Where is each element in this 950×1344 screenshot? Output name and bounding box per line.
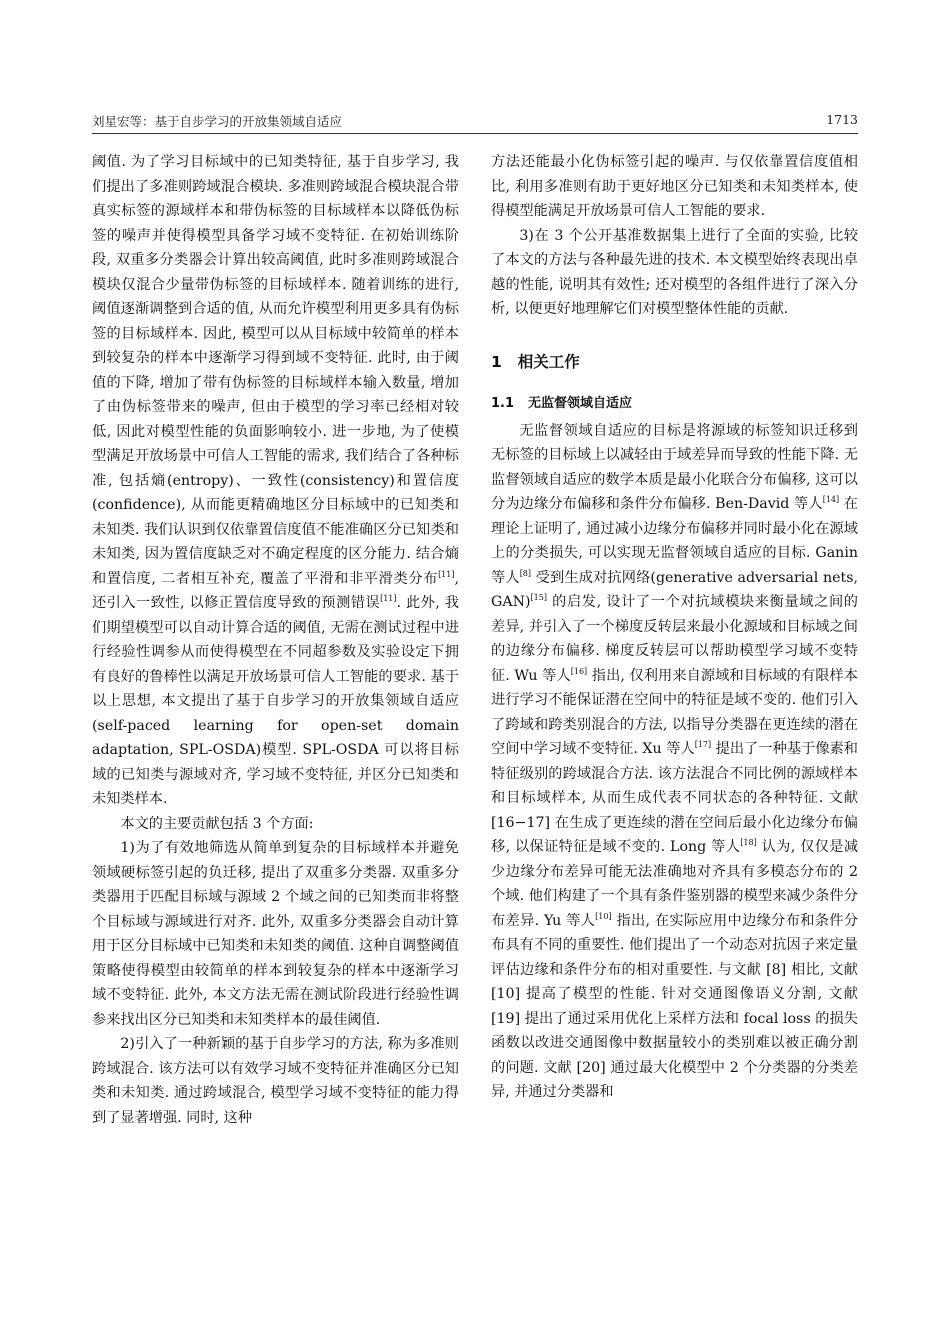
paragraph-uda: 无监督领域自适应的目标是将源域的标签知识迁移到无标签的目标域上以减轻由于域差异而导致的性能下降. 无监督领域自适应的数学本质是最小化联合分布偏移, 这可以分为边缘分布偏移和条件分布偏移. Ben-David 等人[14] 在理论上证明了, 通过减小边缘分布偏移并同时最小化在源域上的分类损失, 可以实现无监督领域自适应的目标. Ganin 等人[8] 受到生成对抗网络(generative adversarial nets, GAN)[15] 的启发, 设计了一个对抗域模块来衡量域之间的差异, 并引入了一个梯度反转层来最小化源域和目标域之间的边缘分布偏移. 梯度反转层可以帮助模型学习域不变特征. Wu 等人[16] 指出, 仅利用来自源域和目标域的有限样本进行学习不能保证潜在空间中的特征是域不变的. 他们引入了跨域和跨类别混合的方法, 以指导分类器在更连续的潜在空间中学习域不变特征. Xu 等人[17] 提出了一种基于像素和特征级别的跨域混合方法. 该方法混合不同比例的源域样本和目标域样本, 从而生成代表不同状态的各种特征. 文献 [16−17] 在生成了更连续的潜在空间后最小化边缘分布偏移, 以保证特征是域不变的. Long 等人[18] 认为, 仅仅是减少边缘分布差异可能无法准确地对齐具有多模态分布的 2 个域. 他们构建了一个具有条件鉴别器的模型来减少条件分布差异. Yu 等人[10] 指出, 在实际应用中边缘分布和条件分布具有不同的重要性. 他们提出了一个动态对抗因子来定量评估边缘和条件分布的相对重要性. 与文献 [8] 相比, 文献 [10] 提高了模型的性能. 针对交通图像语义分割, 文献 [19] 提出了通过采用优化上采样方法和 focal loss 的损失函数以改进交通图像中数据量较小的类别难以被正确分割的问题. 文献 [20] 通过最大化模型中 2 个分类器的分类差异, 并通过分类器和 xyxy=(491,422,859,1100)
paragraph-contribution-1: 1)为了有效地筛选从简单到复杂的目标域样本并避免领域硬标签引起的负迁移, 提出了双重多分类器. 双重多分类器用于匹配目标域与源域 2 个域之间的已知类而非将整个目标域与源域进行对齐. 此外, 双重多分类器会自动计算用于区分目标域中已知类和未知类的阈值. 这种自调整阈值策略使得模型由较简单的样本到较复杂的样本中逐渐学习域不变特征. 此外, 本文方法无需在测试阶段进行经验性调参来找出区分已知类和未知类样本的最佳阈值. xyxy=(92,840,459,1028)
citation: [11] xyxy=(438,569,455,579)
left-column xyxy=(92,150,459,1130)
header-rule xyxy=(92,133,858,134)
subsection-title: 无监督领域自适应 xyxy=(528,396,633,411)
section-number: 1 xyxy=(491,352,502,371)
paragraph-contributions-intro: 本文的主要贡献包括 3 个方面: xyxy=(120,815,314,832)
running-title: 刘星宏等：基于自步学习的开放集领域自适应 xyxy=(92,114,343,129)
paragraph-contribution-2: 2)引入了一种新颖的基于自步学习的方法, 称为多准则跨域混合. 该方法可以有效学习域不变特征并准确区分已知类和未知类. 通过跨域混合, 模型学习域不变特征的能力得到了显著增强. 同时, 这种 xyxy=(92,1036,459,1126)
citation: [15] xyxy=(530,593,547,602)
citation: [10] xyxy=(595,911,612,921)
page-number: 1713 xyxy=(826,112,858,127)
subsection-heading xyxy=(491,392,858,417)
right-column xyxy=(491,150,858,1105)
citation: [8] xyxy=(519,568,532,578)
citation: [18] xyxy=(740,838,757,847)
subsection-number: 1.1 xyxy=(491,396,515,411)
citation: [17] xyxy=(694,740,712,749)
section-heading xyxy=(491,350,858,375)
section-title: 相关工作 xyxy=(517,352,580,371)
paragraph-contribution-2-cont: 方法还能最小化伪标签引起的噪声. 与仅依靠置信度值相比, 利用多准则有助于更好地区分已知类和未知类样本, 使得模型能满足开放场景可信人工智能的要求. xyxy=(491,154,858,219)
citation: [14] xyxy=(822,495,840,504)
citation: [16] xyxy=(570,666,588,676)
paragraph-contribution-3: 3)在 3 个公开基准数据集上进行了全面的实验, 比较了本文的方法与各种最先进的技术. 本文模型始终表现出卓越的性能, 说明其有效性; 还对模型的各组件进行了深入分析, 以便更好地理解它们对模型整体性能的贡献. xyxy=(491,227,858,317)
paragraph-threshold: 阈值. 为了学习目标域中的已知类特征, 基于自步学习, 我们提出了多准则跨域混合模块. 多准则跨域混合模块混合带真实标签的源域样本和带伪标签的目标域样本以降低伪标签的噪声并使得模型具备学习域不变特征. 在初始训练阶段, 双重多分类器会计算出较高阈值, 此时多准则跨域混合模块仅混合少量带伪标签的目标域样本. 随着训练的进行, 阈值逐渐调整到合适的值, 从而允许模型利用更多具有伪标签的目标域样本. 因此, 模型可以从目标域中较简单的样本到较复杂的样本中逐渐学习得到域不变特征. 此时, 由于阈值的下降, 增加了带有伪标签的目标域样本输入数量, 增加了由伪标签带来的噪声, 但由于模型的学习率已经相对较低, 因此对模型性能的负面影响较小. 进一步地, 为了使模型满足开放场景中可信人工智能的需求, 我们结合了各种标准, 包括熵(entropy)、一致性(consistency)和置信度(confidence), 从而能更精确地区分目标域中的已知类和未知类. 我们认识到仅依靠置信度值不能准确区分已知类和未知类, 因为置信度缺乏对不确定程度的区分能力. 结合熵和置信度, 二者相互补充, 覆盖了平滑和非平滑类分布[11], 还引入一致性, 以修正置信度导致的预测错误[11]. 此外, 我们期望模型可以自动计算合适的阈值, 无需在测试过程中进行经验性调参从而使得模型在不同超参数及实验设定下拥有良好的鲁棒性以满足开放场景可信人工智能的要求. 基于以上思想, 本文提出了基于自步学习的开放集领域自适应(self-paced learning for open-set domain adaptation, SPL-OSDA)模型. SPL-OSDA 可以将目标域的已知类与源域对齐, 学习域不变特征, 并区分已知类和未知类样本. xyxy=(92,154,459,807)
citation: [11] xyxy=(380,594,397,603)
running-header xyxy=(92,112,858,130)
